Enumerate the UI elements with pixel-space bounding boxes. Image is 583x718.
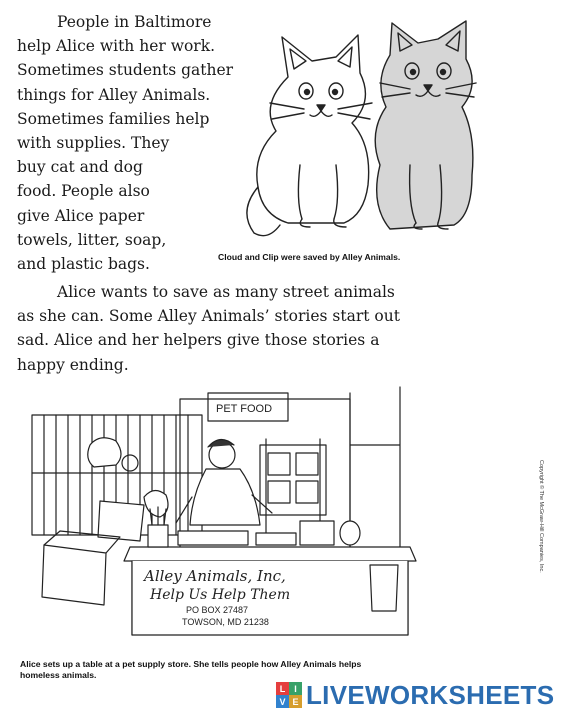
liveworksheets-logo	[276, 677, 554, 713]
paragraph-line: help Alice with her work.	[17, 37, 216, 56]
paragraph-line: sad. Alice and her helpers give those stories a	[17, 331, 380, 350]
paragraph-line: things for Alley Animals.	[17, 85, 211, 104]
store-table-illustration	[20, 385, 420, 655]
logo-letter: I	[289, 682, 302, 695]
paragraph-line: buy cat and dog	[17, 158, 143, 177]
paragraph-line: as she can. Some Alley Animals’ stories start out	[17, 307, 400, 326]
banner-line-2: Help Us Help Them	[150, 587, 291, 603]
paragraph-line: and plastic bags.	[17, 255, 150, 274]
liveworksheets-mark-icon	[276, 682, 302, 708]
paragraph-line: Sometimes students gather	[17, 61, 234, 80]
banner-line-1: Alley Animals, Inc,	[144, 567, 286, 585]
banner-line-4: TOWSON, MD 21238	[182, 617, 269, 627]
logo-letter: L	[276, 682, 289, 695]
paragraph-line: with supplies. They	[17, 134, 170, 153]
paragraph-line: Sometimes families help	[17, 109, 210, 128]
paragraph-line: food. People also	[17, 182, 150, 201]
banner-line-3: PO BOX 27487	[186, 605, 249, 615]
logo-letter: V	[276, 695, 289, 708]
cats-illustration	[240, 15, 500, 247]
paragraph-line: People in Baltimore	[57, 13, 212, 31]
caption-store: Alice sets up a table at a pet supply store. She tells people how Alley Animals helps homeless animals.	[20, 659, 362, 680]
copyright-notice: Copyright © The McGraw-Hill Companies, Inc.	[538, 460, 544, 573]
logo-letter: E	[289, 695, 302, 708]
paragraph-line: give Alice paper	[17, 206, 145, 225]
pet-food-sign: PET FOOD	[216, 403, 273, 415]
paragraph-line: Alice wants to save as many street animals	[57, 283, 395, 301]
caption-cats: Cloud and Clip were saved by Alley Animals.	[218, 252, 401, 262]
logo-text: LIVEWORKSHEETS	[306, 679, 555, 710]
paragraph-intro	[17, 10, 239, 276]
paragraph-line: happy ending.	[17, 355, 129, 374]
paragraph-save	[17, 280, 437, 377]
paragraph-line: towels, litter, soap,	[17, 230, 167, 249]
